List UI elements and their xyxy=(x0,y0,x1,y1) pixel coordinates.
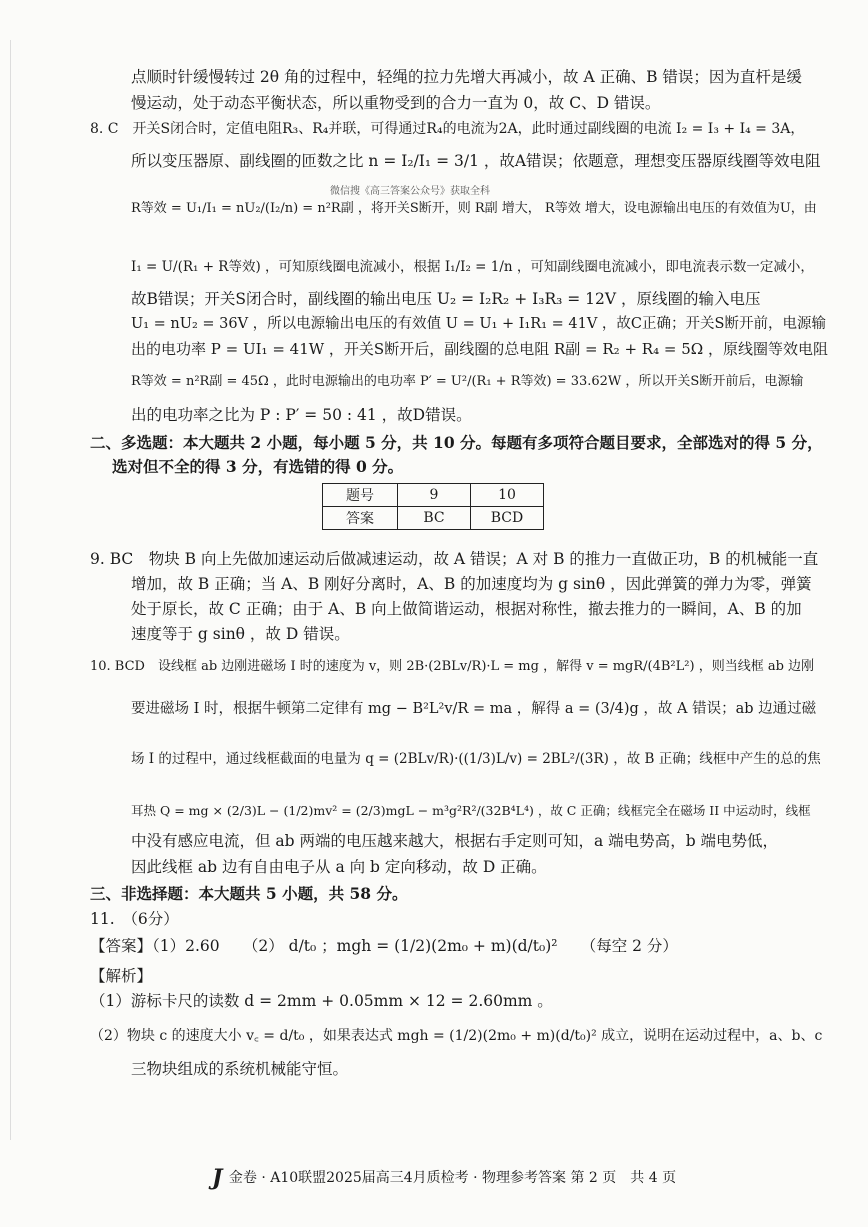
text-line: 速度等于 g sinθ ，故 D 错误。 xyxy=(131,625,350,643)
footer-text: 金卷 · A10联盟2025届高三4月质检考 · 物理参考答案 第 2 页 共 4 页 xyxy=(228,1170,677,1186)
answer-table xyxy=(322,483,544,530)
text-line: （2）物块 c 的速度大小 v꜀ = d/t₀ ，如果表达式 mgh = (1/2)(2m₀ + m)(d/t₀)² 成立，说明在运动过程中，a、b、c xyxy=(90,1028,823,1044)
table-cell: 10 xyxy=(471,484,544,507)
table-cell: BCD xyxy=(471,507,544,530)
table-cell: 题号 xyxy=(323,484,398,507)
text-line: 【答案】（1）2.60 （2） d/t₀ ；mgh = (1/2)(2m₀ + m)(d/t₀)² （每空 2 分） xyxy=(90,937,678,955)
text-line: 处于原长，故 C 正确；由于 A、B 向上做简谐运动，根据对称性，撤去推力的一瞬间，A、B 的加 xyxy=(131,600,802,618)
text-line: 要进磁场 I 时，根据牛顿第二定律有 mg − B²L²v/R = ma ，解得 a = (3/4)g ，故 A 错误；ab 边通过磁 xyxy=(131,701,817,717)
text-line: 场 I 的过程中，通过线框截面的电量为 q = (2BLv/R)·((1/3)L/v) = 2BL²/(3R) ，故 B 正确；线框中产生的总的焦 xyxy=(131,751,821,767)
text-line: 选对但不全的得 3 分，有选错的得 0 分。 xyxy=(112,457,404,476)
text-line: 【解析】 xyxy=(90,967,153,985)
table-cell: BC xyxy=(398,507,471,530)
text-line: 三物块组成的系统机械能守恒。 xyxy=(131,1060,349,1078)
text-line: 故B错误；开关S闭合时，副线圈的输出电压 U₂ = I₂R₂ + I₃R₃ = 12V ，原线圈的输入电压 xyxy=(131,290,761,308)
text-line: （1）游标卡尺的读数 d = 2mm + 0.05mm × 12 = 2.60mm 。 xyxy=(90,992,553,1010)
text-line: 9. BC 物块 B 向上先做加速运动后做减速运动，故 A 错误；A 对 B 的推力一直做正功，B 的机械能一直 xyxy=(90,550,819,568)
text-line: 11. （6分） xyxy=(90,910,179,928)
text-line: 所以变压器原、副线圈的匝数之比 n = I₂/I₁ = 3/1 ，故A错误；依题意，理想变压器原线圈等效电阻 xyxy=(131,152,821,170)
watermark-text: 微信搜《高三答案公众号》获取全科 xyxy=(330,186,490,197)
text-line: U₁ = nU₂ = 36V ，所以电源输出电压的有效值 U = U₁ + I₁R₁ = 41V ，故C正确；开关S断开前，电源输 xyxy=(131,316,826,332)
text-line: I₁ = U/(R₁ + R等效) ，可知原线圈电流减小，根据 I₁/I₂ = 1/n ，可知副线圈电流减小，即电流表示数一定减小， xyxy=(131,259,814,275)
table-cell: 答案 xyxy=(323,507,398,530)
text-line: 8. C 开关S闭合时，定值电阻R₃、R₄并联，可得通过R₄的电流为2A，此时通过副线圈的电流 I₂ = I₃ + I₄ = 3A， xyxy=(90,121,805,137)
text-line: 10. BCD 设线框 ab 边刚进磁场 I 时的速度为 v，则 2B·(2BLv/R)·L = mg ，解得 v = mgR/(4B²L²) ，则当线框 ab 边刚 xyxy=(90,659,815,674)
text-line: 耳热 Q = mg × (2/3)L − (1/2)mv² = (2/3)mgL − m³g²R²/(32B⁴L⁴) ，故 C 正确；线框完全在磁场 II 中运动时，线框 xyxy=(131,803,811,818)
answer-table-header-row xyxy=(323,484,544,507)
page-footer xyxy=(212,1165,676,1191)
text-line: 慢运动，处于动态平衡状态，所以重物受到的合力一直为 0，故 C、D 错误。 xyxy=(131,94,661,112)
answer-table-answer-row xyxy=(323,507,544,530)
text-line: 三、非选择题：本大题共 5 小题，共 58 分。 xyxy=(90,884,408,903)
text-line: 因此线框 ab 边有自由电子从 a 向 b 定向移动，故 D 正确。 xyxy=(131,858,547,876)
text-line: 出的电功率之比为 P : P′ = 50 : 41 ，故D错误。 xyxy=(131,406,472,424)
text-line: 点顺时针缓慢转过 2θ 角的过程中，轻绳的拉力先增大再减小，故 A 正确、B 错误；因为直杆是缓 xyxy=(131,68,802,86)
brand-logo: J xyxy=(212,1165,223,1191)
text-line: R等效 = n²R副 = 45Ω ，此时电源输出的电功率 P′ = U²/(R₁ + R等效) = 33.62W ，所以开关S断开前后，电源输 xyxy=(131,374,804,389)
text-line: R等效 = U₁/I₁ = nU₂/(I₂/n) = n²R副 ，将开关S断开，则 R副 增大， R等效 增大，设电源输出电压的有效值为U，由 xyxy=(131,201,817,216)
text-line: 中没有感应电流，但 ab 两端的电压越来越大，根据右手定则可知，a 端电势高，b 端电势低， xyxy=(131,832,779,850)
text-line: 二、多选题：本大题共 2 小题，每小题 5 分，共 10 分。每题有多项符合题目要求，全部选对的得 5 分， xyxy=(90,433,823,452)
table-cell: 9 xyxy=(398,484,471,507)
text-line: 增加，故 B 正确；当 A、B 刚好分离时，A、B 的加速度均为 g sinθ ，因此弹簧的弹力为零，弹簧 xyxy=(131,575,812,593)
page-edge-line xyxy=(10,40,11,1140)
text-line: 出的电功率 P = UI₁ = 41W ，开关S断开后，副线圈的总电阻 R副 = R₂ + R₄ = 5Ω ，原线圈等效电阻 xyxy=(131,340,828,358)
